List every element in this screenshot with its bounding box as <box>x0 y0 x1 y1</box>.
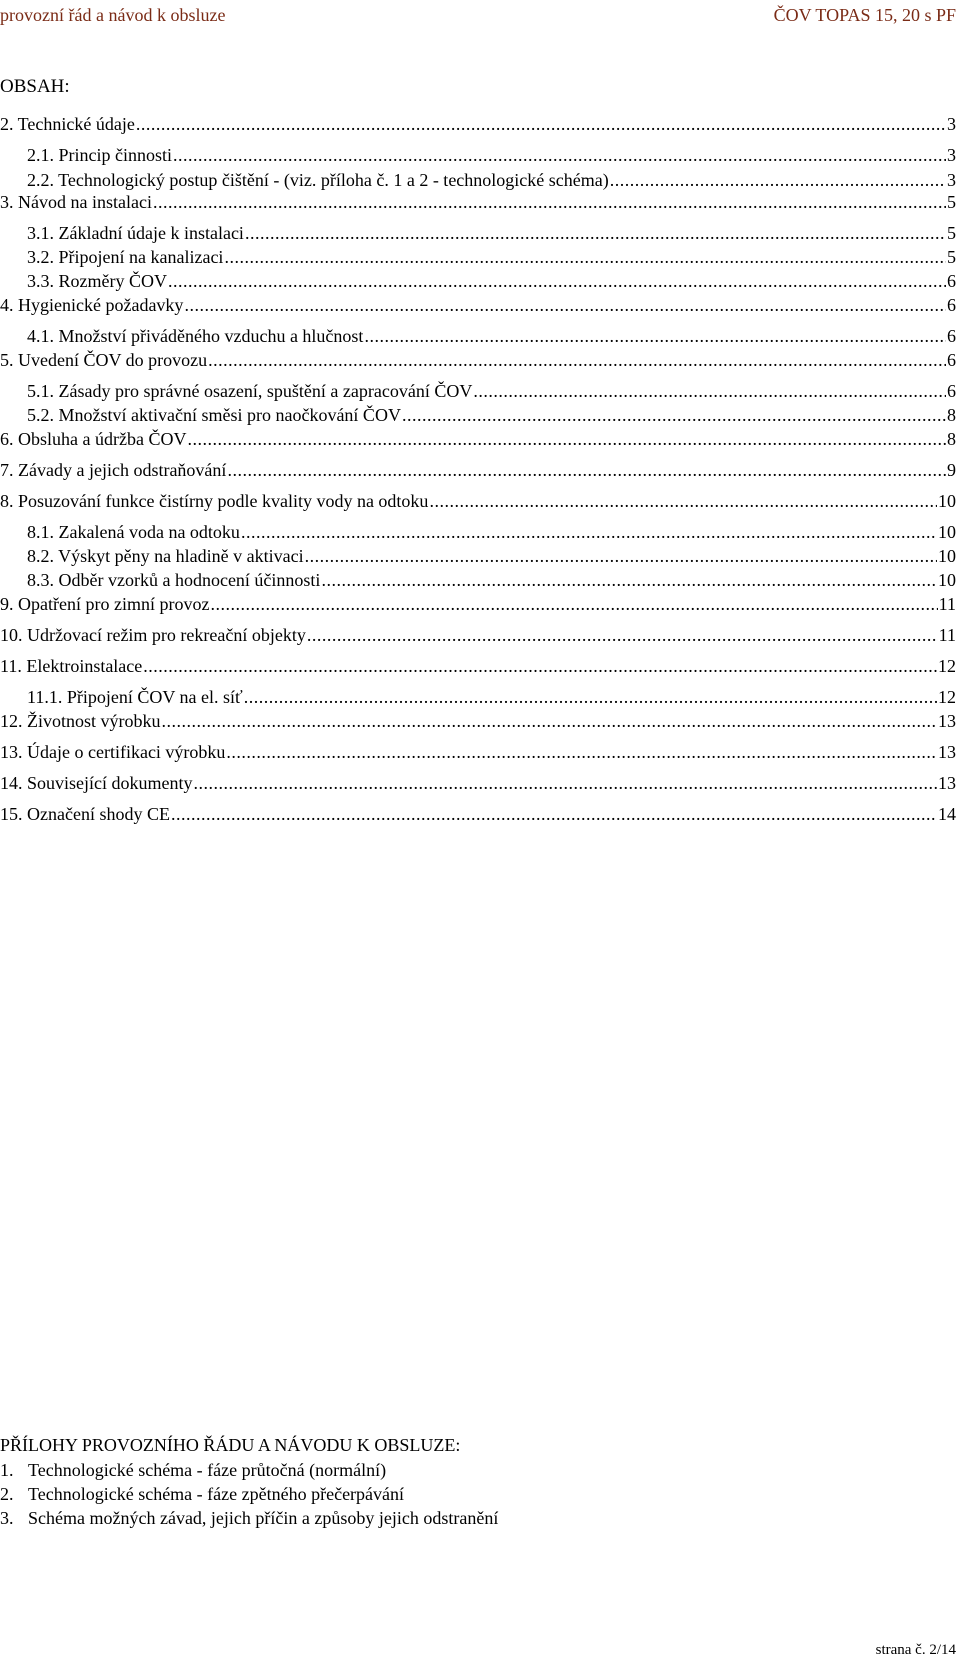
toc-leader-dots <box>224 245 946 269</box>
toc-entry[interactable] <box>0 802 956 826</box>
toc-entry-page: 3 <box>947 114 956 134</box>
toc-entry-label: 4.1. Množství přiváděného vzduchu a hlučnost <box>27 326 364 346</box>
toc-entry[interactable] <box>27 685 956 709</box>
toc-entry-label: 5.2. Množství aktivační směsi pro naočkování ČOV <box>27 405 401 425</box>
toc-leader-dots <box>610 168 946 192</box>
toc-entry-page: 6 <box>947 295 956 315</box>
toc-entry-label: 4. Hygienické požadavky <box>0 295 184 315</box>
toc-leader-dots <box>305 544 937 568</box>
toc-entry-page: 9 <box>947 460 956 480</box>
toc-entry[interactable] <box>27 403 956 427</box>
toc-entry-label: 6. Obsluha a údržba ČOV <box>0 429 187 449</box>
toc-leader-dots <box>321 568 937 592</box>
appendix-section <box>0 1432 700 1530</box>
toc-entry-label: 3.3. Rozměry ČOV <box>27 271 167 291</box>
toc-entry-page: 11 <box>938 625 956 645</box>
appendix-item <box>0 1482 700 1506</box>
appendix-item-text: Schéma možných závad, jejich příčin a způsoby jejich odstranění <box>28 1508 499 1528</box>
toc-leader-dots <box>227 458 946 482</box>
toc-entry-page: 12 <box>938 687 956 707</box>
toc-entry[interactable] <box>27 269 956 293</box>
toc-leader-dots <box>226 740 937 764</box>
toc-entry-page: 8 <box>947 429 956 449</box>
toc-entry-page: 10 <box>938 570 956 590</box>
toc-entry-label: 7. Závady a jejich odstraňování <box>0 460 227 480</box>
toc-entry-page: 13 <box>938 711 956 731</box>
toc-entry-page: 10 <box>938 491 956 511</box>
toc-entry-label: 8.3. Odběr vzorků a hodnocení účinnosti <box>27 570 321 590</box>
toc-leader-dots <box>171 802 937 826</box>
toc-entry-page: 8 <box>947 405 956 425</box>
appendix-item-number: 1. <box>0 1460 14 1480</box>
toc-entry[interactable] <box>0 190 956 214</box>
page-number-footer: strana č. 2/14 <box>875 1642 956 1658</box>
toc-entry[interactable] <box>0 709 956 733</box>
toc-entry[interactable] <box>27 168 956 192</box>
toc-entry[interactable] <box>27 245 956 269</box>
toc-leader-dots <box>162 709 938 733</box>
toc-entry[interactable] <box>0 348 956 372</box>
toc-leader-dots <box>241 520 937 544</box>
toc-leader-dots <box>143 654 937 678</box>
toc-entry-page: 10 <box>938 522 956 542</box>
toc-entry-label: 2.1. Princip činnosti <box>27 145 172 165</box>
toc-entry[interactable] <box>27 379 956 403</box>
appendix-item <box>0 1506 700 1530</box>
toc-leader-dots <box>184 293 946 317</box>
toc-entry-page: 11 <box>938 594 956 614</box>
toc-entry-page: 6 <box>947 271 956 291</box>
toc-entry[interactable] <box>0 654 956 678</box>
toc-entry-label: 8.1. Zakalená voda na odtoku <box>27 522 240 542</box>
toc-leader-dots <box>244 685 937 709</box>
toc-leader-dots <box>473 379 946 403</box>
toc-entry[interactable] <box>27 221 956 245</box>
toc-entry[interactable] <box>0 458 956 482</box>
toc-entry-label: 3. Návod na instalaci <box>0 192 152 212</box>
toc-entry[interactable] <box>27 324 956 348</box>
toc-entry-page: 13 <box>938 773 956 793</box>
toc-entry-page: 10 <box>938 546 956 566</box>
toc-leader-dots <box>194 771 938 795</box>
toc-entry-label: 9. Opatření pro zimní provoz <box>0 594 210 614</box>
appendix-item-text: Technologické schéma - fáze průtočná (normální) <box>28 1460 387 1480</box>
toc-entry-page: 5 <box>947 223 956 243</box>
toc-leader-dots <box>210 592 937 616</box>
toc-entry-page: 12 <box>938 656 956 676</box>
toc-entry-page: 3 <box>947 145 956 165</box>
header-document-title: provozní řád a návod k obsluze <box>0 5 226 25</box>
appendix-title: PŘÍLOHY PROVOZNÍHO ŘÁDU A NÁVODU K OBSLUZE: <box>0 1435 461 1455</box>
toc-leader-dots <box>364 324 946 348</box>
toc-entry[interactable] <box>0 489 956 513</box>
toc-entry-page: 6 <box>947 326 956 346</box>
toc-entry[interactable] <box>0 623 956 647</box>
toc-entry-page: 13 <box>938 742 956 762</box>
toc-entry-page: 3 <box>947 170 956 190</box>
toc-entry-label: 15. Označení shody CE <box>0 804 170 824</box>
toc-entry-page: 5 <box>947 247 956 267</box>
toc-entry-label: 3.2. Připojení na kanalizaci <box>27 247 224 267</box>
appendix-list <box>0 1458 700 1530</box>
appendix-item-text: Technologické schéma - fáze zpětného přečerpávání <box>28 1484 405 1504</box>
toc-leader-dots <box>136 112 946 136</box>
toc-entry-label: 3.1. Základní údaje k instalaci <box>27 223 244 243</box>
toc-title: OBSAH: <box>0 76 70 97</box>
toc-entry-page: 6 <box>947 350 956 370</box>
toc-entry-label: 10. Udržovací režim pro rekreační objekty <box>0 625 306 645</box>
toc-entry[interactable] <box>0 112 956 136</box>
toc-entry-label: 8. Posuzování funkce čistírny podle kvality vody na odtoku <box>0 491 429 511</box>
toc-entry-page: 6 <box>947 381 956 401</box>
toc-entry[interactable] <box>27 568 956 592</box>
toc-entry[interactable] <box>0 427 956 451</box>
toc-entry-label: 12. Životnost výrobku <box>0 711 161 731</box>
toc-entry-label: 2.2. Technologický postup čištění - (viz. příloha č. 1 a 2 - technologické schéma) <box>27 170 609 190</box>
toc-entry-label: 11. Elektroinstalace <box>0 656 143 676</box>
toc-entry[interactable] <box>27 544 956 568</box>
toc-entry[interactable] <box>0 293 956 317</box>
toc-entry[interactable] <box>0 771 956 795</box>
toc-leader-dots <box>173 143 946 167</box>
appendix-item-number: 3. <box>0 1508 14 1528</box>
toc-entry[interactable] <box>0 740 956 764</box>
toc-entry-label: 5. Uvedení ČOV do provozu <box>0 350 208 370</box>
toc-entry-label: 14. Související dokumenty <box>0 773 193 793</box>
toc-entry[interactable] <box>27 143 956 167</box>
toc-entry[interactable] <box>0 592 956 616</box>
toc-entry-page: 14 <box>938 804 956 824</box>
toc-leader-dots <box>245 221 946 245</box>
toc-leader-dots <box>429 489 937 513</box>
toc-leader-dots <box>307 623 938 647</box>
appendix-item <box>0 1458 700 1482</box>
header-product-name: ČOV TOPAS 15, 20 s PF <box>773 5 956 25</box>
appendix-item-number: 2. <box>0 1484 14 1504</box>
toc-entry-label: 13. Údaje o certifikaci výrobku <box>0 742 226 762</box>
toc-entry-label: 8.2. Výskyt pěny na hladině v aktivaci <box>27 546 304 566</box>
toc-entry[interactable] <box>27 520 956 544</box>
toc-leader-dots <box>153 190 946 214</box>
toc-entry-page: 5 <box>947 192 956 212</box>
toc-entry-label: 2. Technické údaje <box>0 114 135 134</box>
toc-leader-dots <box>208 348 946 372</box>
toc-leader-dots <box>187 427 946 451</box>
toc-leader-dots <box>168 269 946 293</box>
toc-entry-label: 5.1. Zásady pro správné osazení, spuštění a zapracování ČOV <box>27 381 473 401</box>
page-header <box>0 2 956 28</box>
toc-leader-dots <box>402 403 946 427</box>
toc-entry-label: 11.1. Připojení ČOV na el. síť <box>27 687 243 707</box>
